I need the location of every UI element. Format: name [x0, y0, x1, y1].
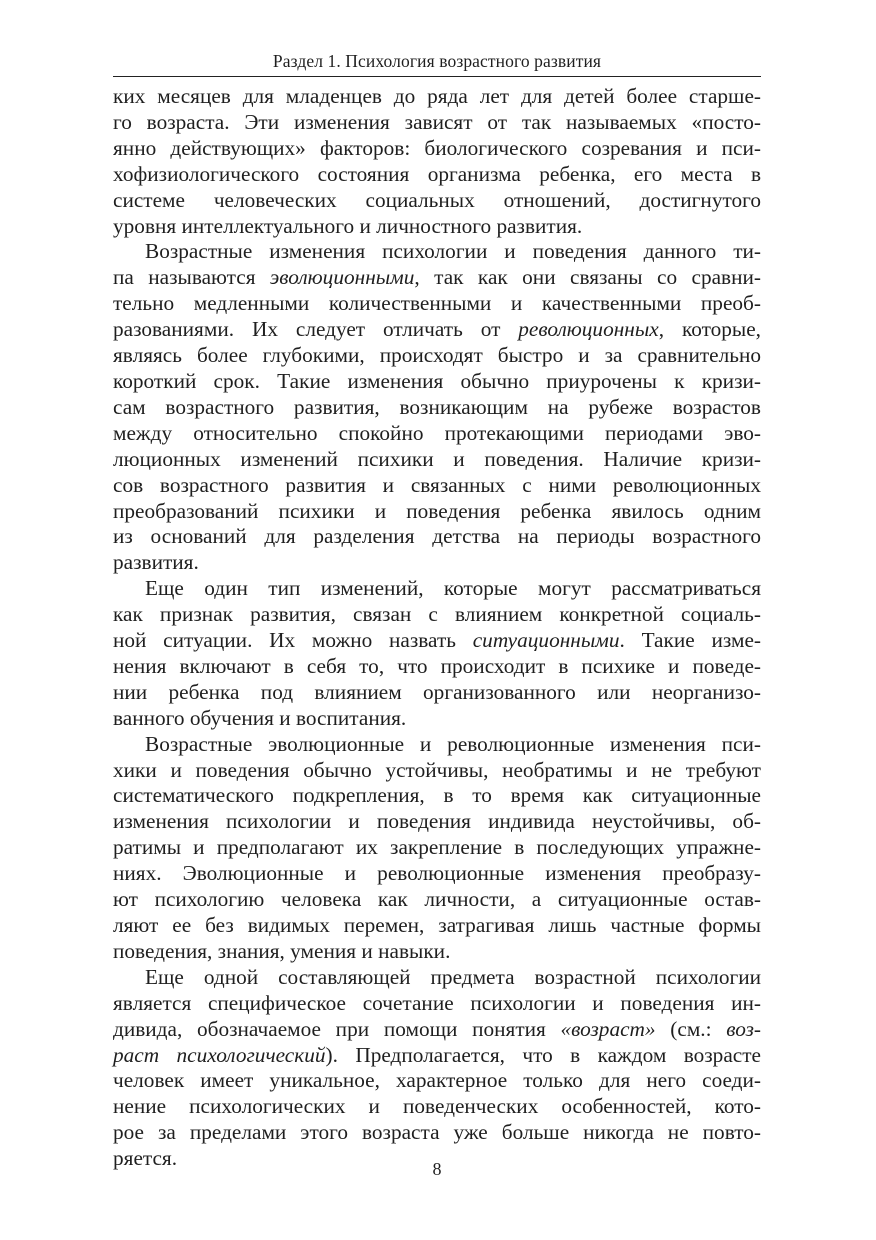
text-line: преобразований психики и поведения ребенка явилось одним [113, 498, 761, 523]
text-line: короткий срок. Такие изменения обычно приурочены к кризи- [113, 368, 761, 393]
text-run: па называются [113, 265, 270, 290]
text-line: системе человеческих социальных отношений, достигнутого [113, 187, 761, 212]
term-situational: ситуационными [472, 628, 620, 653]
text-line: человек имеет уникальное, характерное только для него соеди- [113, 1068, 761, 1093]
text-line [113, 265, 761, 291]
text-line: нии ребенка под влиянием организованного или неорганизо- [113, 679, 761, 704]
text-run: (см.: [655, 1016, 727, 1041]
term-age: «возраст» [560, 1016, 656, 1041]
text-line: ниях. Эволюционные и революционные изменения преобразу- [113, 861, 761, 886]
text-line [113, 1043, 761, 1069]
text-line: Возрастные эволюционные и революционные изменения пси- [145, 731, 761, 756]
text-line: Возрастные изменения психологии и поведения данного ти- [145, 239, 761, 264]
text-run: , так как они связаны со сравни- [414, 265, 761, 290]
text-line: ют психологию человека как личности, а ситуационные остав- [113, 887, 761, 912]
text-line: являясь более глубокими, происходят быстро и за сравнительно [113, 343, 761, 368]
text-line: между относительно спокойно протекающими периодами эво- [113, 420, 761, 445]
text-line [113, 317, 761, 343]
paragraph [113, 84, 761, 239]
text-line [113, 1017, 761, 1043]
text-line: уровня интеллектуального и личностного развития. [113, 213, 583, 238]
text-line: как признак развития, связан с влиянием конкретной социаль- [113, 602, 761, 627]
text-line: поведения, знания, умения и навыки. [113, 938, 451, 963]
paragraph [113, 965, 761, 1172]
running-head: Раздел 1. Психология возрастного развития [272, 51, 602, 71]
text-line: Еще одной составляющей предмета возрастной психологии [145, 964, 761, 989]
page-number: 8 [432, 1159, 442, 1179]
text-line: Еще один тип изменений, которые могут рассматриваться [145, 576, 761, 601]
text-line: ких месяцев для младенцев до ряда лет для детей более старше- [113, 84, 761, 108]
text-line: ляют ее без видимых перемен, затрагивая лишь частные формы [113, 913, 761, 937]
text-line: хофизиологического состояния организма ребенка, его места в [113, 161, 761, 186]
text-run: . Такие изме- [619, 628, 761, 653]
text-line: го возраста. Эти изменения зависят от так называемых «посто- [113, 109, 761, 134]
text-line: изменения психологии и поведения индивида неустойчивы, об- [113, 809, 761, 834]
text-line: хики и поведения обычно устойчивы, необратимы и не требуют [113, 757, 761, 782]
text-line: нение психологических и поведенческих особенностей, кото- [113, 1094, 761, 1119]
text-line: является специфическое сочетание психологии и поведения ин- [113, 990, 761, 1015]
text-line: люционных изменений психики и поведения. Наличие кризи- [113, 446, 761, 471]
text-line: ванного обучения и воспитания. [113, 705, 407, 730]
text-run: ной ситуации. Их можно назвать [113, 628, 473, 653]
text-run: , которые, [658, 317, 761, 342]
text-line: развития. [113, 550, 199, 575]
term-revolutionary: революционных [518, 317, 659, 342]
paragraph [113, 732, 761, 965]
term-crossref: раст психологический [113, 1042, 326, 1067]
paragraph [113, 576, 761, 731]
text-line: сам возрастного развития, возникающим на рубеже возрастов [113, 394, 761, 419]
text-line: нения включают в себя то, что происходит в психике и поведе- [113, 653, 761, 678]
text-run: дивида, обозначаемое при помощи понятия [113, 1016, 561, 1041]
header-rule [113, 76, 761, 77]
text-line: из оснований для разделения детства на периоды возрастного [113, 524, 761, 549]
text-run: ). Предполагается, что в каждом возрасте [325, 1042, 761, 1067]
paragraph [113, 239, 761, 576]
text-line: янно действующих» факторов: биологического созревания и пси- [113, 135, 761, 160]
text-line: рое за пределами этого возраста уже больше никогда не повто- [113, 1120, 761, 1145]
text-line: систематического подкрепления, в то время как ситуационные [113, 783, 761, 808]
text-line: тельно медленными количественными и качественными преоб- [113, 291, 761, 316]
body-text [113, 84, 761, 1172]
book-page [113, 0, 761, 1240]
text-line: ряется. [113, 1146, 178, 1171]
text-line: ратимы и предполагают их закрепление в последующих упражне- [113, 835, 761, 860]
text-line: сов возрастного развития и связанных с ними революционных [113, 472, 761, 497]
text-run: разованиями. Их следует отличать от [113, 317, 519, 342]
term-evolutionary: эволюционными [269, 265, 415, 290]
term-crossref: воз- [726, 1016, 761, 1041]
text-line [113, 628, 761, 654]
